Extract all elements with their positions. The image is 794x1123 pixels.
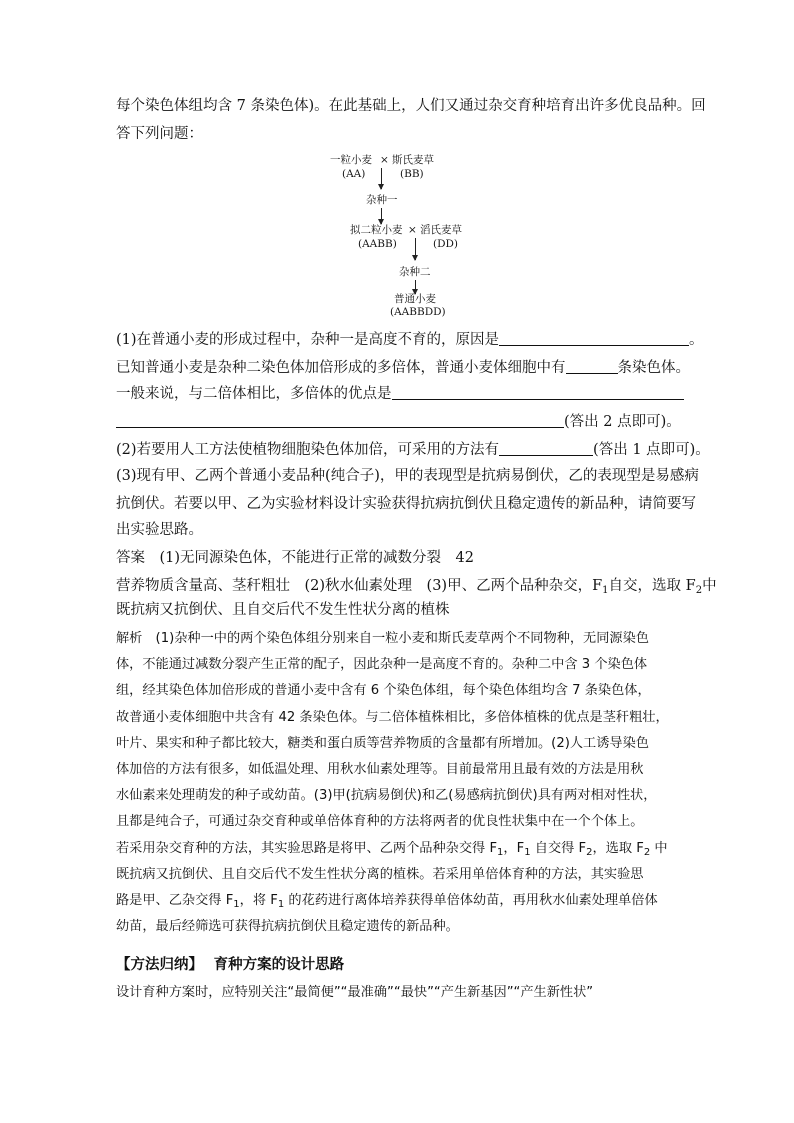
einkorn-label: 一粒小麦 [330, 154, 372, 166]
cross-symbol-1: × [380, 154, 389, 166]
method-line-1: 设计育种方案时，应特别关注“最简便”“最准确”“最快”“产生新基因”“产生新性状” [116, 985, 594, 1000]
answer-line-3: 既抗病又抗倒伏、且自交后代不发生性状分离的植株 [116, 602, 450, 618]
emmer-genotype: (AABB) [358, 238, 397, 250]
analysis-line-1: 解析 (1)杂种一中的两个染色体组分别来自一粒小麦和斯氏麦草两个不同物种，无同源染色 [116, 631, 649, 646]
analysis-line-12: 幼苗，最后经筛选可获得抗病抗倒伏且稳定遗传的新品种。 [116, 919, 459, 934]
analysis-line-2: 体，不能通过减数分裂产生正常的配子，因此杂种一是高度不育的。杂种二中含 3 个染色体 [116, 657, 648, 672]
analysis-line-5: 叶片、果实和种子都比较大，糖类和蛋白质等营养物质的含量都有所增加。(2)人工诱导染色 [116, 736, 649, 751]
answer-line-2: 营养物质含量高、茎秆粗壮 (2)秋水仙素处理 (3)甲、乙两个品种杂交，$F_1$自交，选取 $F_2$中 [116, 578, 717, 596]
arrow-down-1 [381, 168, 382, 189]
method-tag: 【方法归纳】 [116, 956, 203, 973]
answer-line-1: 答案 (1)无同源染色体，不能进行正常的减数分裂 42 [116, 550, 474, 566]
emmer-label: 拟二粒小麦 [350, 224, 403, 236]
einkorn-genotype: (AA) [342, 168, 366, 180]
question-1-line-1: (1)在普通小麦的形成过程中，杂种一是高度不育的，原因是 。 [116, 332, 704, 348]
question-3-line-2: 抗倒伏。若要以甲、乙为实验材料设计实验获得抗病抗倒伏且稳定遗传的新品种，请简要写 [116, 496, 696, 512]
cross-symbol-2: × [408, 224, 417, 236]
analysis-line-9: 若采用杂交育种的方法，其实验思路是将甲、乙两个品种杂交得 $F_1$，$F_1$ 自交得 $F_2$，选取 $F_2$ 中 [116, 841, 668, 858]
question-1-line-4: (答出 2 点即可)。 [116, 412, 681, 432]
analysis-line-3: 组，经其染色体加倍形成的普通小麦中含有 6 个染色体组，每个染色体组均含 7 条染色体， [116, 683, 651, 698]
question-1-line-3: 一般来说，与二倍体相比，多倍体的优点是 [116, 384, 684, 404]
goatgrass-genotype: (BB) [400, 168, 424, 180]
question-2-line: (2)若要用人工方法使植物细胞染色体加倍，可采用的方法有 (答出 1 点即可)。 [116, 442, 710, 458]
answer-blank-3 [392, 385, 684, 400]
method-title: 育种方案的设计思路 [213, 956, 345, 973]
analysis-line-7: 水仙素来处理萌发的种子或幼苗。(3)甲(抗病易倒伏)和乙(易感病抗倒伏)具有两对相对性状， [116, 788, 657, 803]
analysis-line-8: 且都是纯合子，可通过杂交育种或单倍体育种的方法将两者的优良性状集中在一个个体上。 [116, 814, 644, 829]
answer-blank-4 [116, 413, 564, 428]
intro-line-1: 每个染色体组均含 7 条染色体)。在此基础上，人们又通过杂交育种培育出许多优良品种。回 [116, 98, 706, 114]
tauschii-label: 滔氏麦草 [420, 224, 462, 236]
intro-line-2: 答下列问题： [116, 126, 203, 142]
question-3-line-3: 出实验思路。 [116, 522, 203, 538]
question-3-line-1: (3)现有甲、乙两个普通小麦品种(纯合子)，甲的表现型是抗病易倒伏，乙的表现型是易感病 [116, 468, 699, 484]
arrow-down-3 [415, 238, 416, 260]
analysis-line-11: 路是甲、乙杂交得 $F_1$，将 $F_1$ 的花药进行离体培养获得单倍体幼苗，再用秋水仙素处理单倍体 [116, 893, 658, 910]
goatgrass-label: 斯氏麦草 [392, 154, 434, 166]
answer-blank-2 [566, 359, 618, 374]
method-heading [116, 955, 344, 975]
analysis-line-6: 体加倍的方法有很多，如低温处理、用秋水仙素处理等。目前最常用且最有效的方法是用秋 [116, 762, 644, 777]
common-wheat-label: 普通小麦 [394, 293, 436, 305]
breeding-diagram [300, 150, 500, 325]
answer-blank-1 [499, 331, 689, 346]
answer-blank-5 [499, 441, 593, 456]
arrow-down-2 [381, 208, 382, 224]
hybrid-1-label: 杂种一 [366, 194, 398, 206]
common-wheat-genotype: (AABBDD) [390, 306, 446, 318]
arrow-down-4 [415, 280, 416, 294]
hybrid-2-label: 杂种二 [399, 266, 431, 278]
tauschii-genotype: (DD) [433, 238, 459, 250]
analysis-line-4: 故普通小麦体细胞中共含有 42 条染色体。与二倍体植株相比，多倍体植株的优点是茎秆粗壮， [116, 710, 669, 725]
analysis-line-10: 既抗病又抗倒伏、且自交后代不发生性状分离的植株。若采用单倍体育种的方法，其实验思 [116, 867, 644, 882]
question-1-line-2: 已知普通小麦是杂种二染色体加倍形成的多倍体，普通小麦体细胞中有 条染色体。 [116, 360, 690, 376]
